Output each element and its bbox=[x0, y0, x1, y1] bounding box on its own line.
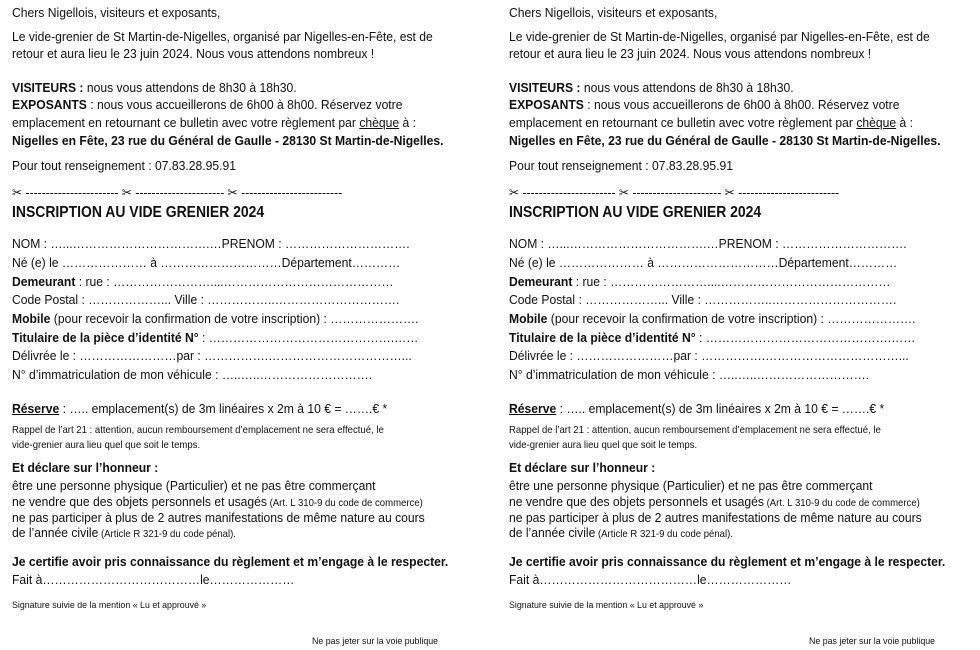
declare-text-4b: (Article R 321-9 du code pénal). bbox=[98, 529, 236, 540]
info-line: Pour tout renseignement : 07.83.28.95.91 bbox=[509, 158, 733, 173]
address-line: Nigelles en Fête, 23 rue du Général de Gaulle - 28130 St Martin-de-Nigelles. bbox=[12, 133, 444, 148]
titulaire-field bbox=[509, 330, 915, 346]
fait-line: Fait à…………………………………le………………… bbox=[12, 572, 295, 587]
declare-text-2a: ne vendre que des objets personnels et usagés bbox=[12, 494, 267, 509]
code-postal-field: Code Postal : ………………... Ville : ……………..…………………………. bbox=[12, 292, 400, 307]
exposants-text-2c: à : bbox=[896, 115, 913, 130]
mobile-field bbox=[12, 311, 419, 327]
reserve-field bbox=[509, 401, 884, 417]
form-title: INSCRIPTION AU VIDE GRENIER 2024 bbox=[509, 204, 762, 221]
visiteurs-label: VISITEURS : bbox=[509, 80, 581, 95]
titulaire-label: Titulaire de la pièce d’identité N° bbox=[12, 330, 199, 345]
visiteurs-text: nous vous attendons de 8h30 à 18h30. bbox=[580, 80, 794, 95]
cut-line: ✂ ----------------------- ✂ ---------------------- ✂ ------------------------- bbox=[12, 185, 343, 200]
demeurant-text: : rue : ……………………....…………………………………… bbox=[572, 274, 891, 289]
declare-text-2a: ne vendre que des objets personnels et usagés bbox=[509, 494, 764, 509]
mobile-label: Mobile bbox=[509, 311, 548, 326]
rappel-line-2: vide-grenier aura lieu quel que soit le temps. bbox=[12, 440, 201, 451]
visiteurs-line bbox=[509, 80, 794, 96]
greeting: Chers Nigellois, visiteurs et exposants, bbox=[12, 5, 221, 20]
exposants-label: EXPOSANTS bbox=[12, 97, 87, 112]
naissance-field: Né (e) le ………………… à …………………………Département………… bbox=[509, 255, 898, 270]
titulaire-field bbox=[12, 330, 418, 346]
greeting: Chers Nigellois, visiteurs et exposants, bbox=[509, 5, 718, 20]
declare-text-2b: (Art. L 310-9 du code de commerce) bbox=[266, 498, 423, 509]
declare-line-4 bbox=[12, 525, 236, 543]
nom-field: NOM : …...…………………………….…PRENOM : …………………………. bbox=[509, 236, 907, 251]
naissance-field: Né (e) le ………………… à …………………………Département………… bbox=[12, 255, 401, 270]
delivree-field: Délivrée le : ……………………par : …………….……………………………... bbox=[12, 348, 412, 363]
exposants-label: EXPOSANTS bbox=[509, 97, 584, 112]
immatriculation-field: N° d’immatriculation de mon véhicule : …..…..………………………. bbox=[509, 367, 870, 382]
declare-text-4a: de l’année civile bbox=[509, 525, 596, 540]
titulaire-text: : ……………………………………….…… bbox=[198, 330, 419, 345]
exposants-text: : nous vous accueillerons de 6h00 à 8h00. Réservez votre bbox=[583, 97, 900, 112]
intro-line-2: retour et aura lieu le 23 juin 2024. Nous vous attendons nombreux ! bbox=[509, 46, 872, 61]
visiteurs-label: VISITEURS : bbox=[12, 80, 84, 95]
certify-line: Je certifie avoir pris connaissance du règlement et m’engage à le respecter. bbox=[12, 554, 449, 569]
intro-line-2: retour et aura lieu le 23 juin 2024. Nous vous attendons nombreux ! bbox=[12, 46, 375, 61]
fait-line: Fait à…………………………………le………………… bbox=[509, 572, 792, 587]
nom-field: NOM : …...…………………………….…PRENOM : …………………………. bbox=[12, 236, 410, 251]
reserve-text: : ….. emplacement(s) de 3m linéaires x 2m à 10 € = …….€ * bbox=[59, 401, 388, 416]
demeurant-label: Demeurant bbox=[509, 274, 573, 289]
reserve-text: : ….. emplacement(s) de 3m linéaires x 2m à 10 € = …….€ * bbox=[556, 401, 885, 416]
declare-text-4a: de l’année civile bbox=[12, 525, 99, 540]
declare-line-3: ne pas participer à plus de 2 autres manifestations de même nature au cours bbox=[12, 510, 425, 525]
address-line: Nigelles en Fête, 23 rue du Général de Gaulle - 28130 St Martin-de-Nigelles. bbox=[509, 133, 941, 148]
certify-line: Je certifie avoir pris connaissance du règlement et m’engage à le respecter. bbox=[509, 554, 946, 569]
declare-line-4 bbox=[509, 525, 733, 543]
exposants-line-2 bbox=[12, 115, 416, 131]
declare-line-3: ne pas participer à plus de 2 autres manifestations de même nature au cours bbox=[509, 510, 922, 525]
reserve-field bbox=[12, 401, 387, 417]
rappel-line-2: vide-grenier aura lieu quel que soit le temps. bbox=[509, 440, 698, 451]
reserve-label: Réserve bbox=[12, 401, 60, 416]
flyer-right bbox=[509, 0, 979, 647]
exposants-text-2a: emplacement en retournant ce bulletin avec votre règlement par bbox=[509, 115, 857, 130]
declare-text-4b: (Article R 321-9 du code pénal). bbox=[595, 529, 733, 540]
demeurant-text: : rue : ……………………....…………………………………… bbox=[75, 274, 394, 289]
mobile-text: (pour recevoir la confirmation de votre inscription) : …………………. bbox=[547, 311, 916, 326]
exposants-text: : nous vous accueillerons de 6h00 à 8h00. Réservez votre bbox=[86, 97, 403, 112]
demeurant-label: Demeurant bbox=[12, 274, 76, 289]
mobile-label: Mobile bbox=[12, 311, 51, 326]
demeurant-field bbox=[12, 274, 394, 290]
cheque-word: chèque bbox=[359, 115, 400, 130]
mobile-field bbox=[509, 311, 916, 327]
mobile-text: (pour recevoir la confirmation de votre inscription) : …………………. bbox=[50, 311, 419, 326]
visiteurs-text: nous vous attendons de 8h30 à 18h30. bbox=[83, 80, 297, 95]
titulaire-text: : ……………………………………….…… bbox=[695, 330, 916, 345]
reserve-label: Réserve bbox=[509, 401, 557, 416]
intro-line-1: Le vide-grenier de St Martin-de-Nigelles, organisé par Nigelles-en-Fête, est de bbox=[509, 29, 930, 44]
cut-line: ✂ ----------------------- ✂ ---------------------- ✂ ------------------------- bbox=[509, 185, 840, 200]
cheque-word: chèque bbox=[856, 115, 897, 130]
declare-line-1: être une personne physique (Particulier) et ne pas être commerçant bbox=[509, 478, 873, 493]
footer-note: Ne pas jeter sur la voie publique bbox=[809, 636, 936, 647]
flyer-left bbox=[12, 0, 482, 647]
demeurant-field bbox=[509, 274, 891, 290]
exposants-text-2a: emplacement en retournant ce bulletin avec votre règlement par bbox=[12, 115, 360, 130]
code-postal-field: Code Postal : ………………... Ville : ……………..…………………………. bbox=[509, 292, 897, 307]
delivree-field: Délivrée le : ……………………par : …………….……………………………... bbox=[509, 348, 909, 363]
declare-text-2b: (Art. L 310-9 du code de commerce) bbox=[763, 498, 920, 509]
info-line: Pour tout renseignement : 07.83.28.95.91 bbox=[12, 158, 236, 173]
declare-line-1: être une personne physique (Particulier) et ne pas être commerçant bbox=[12, 478, 376, 493]
exposants-line bbox=[12, 97, 402, 113]
immatriculation-field: N° d’immatriculation de mon véhicule : …..…..………………………. bbox=[12, 367, 373, 382]
visiteurs-line bbox=[12, 80, 297, 96]
rappel-line-1: Rappel de l’art 21 : attention, aucun remboursement d’emplacement ne sera effectué, le bbox=[12, 425, 384, 436]
signature-note: Signature suivie de la mention « Lu et approuvé » bbox=[509, 600, 704, 611]
form-title: INSCRIPTION AU VIDE GRENIER 2024 bbox=[12, 204, 265, 221]
intro-line-1: Le vide-grenier de St Martin-de-Nigelles, organisé par Nigelles-en-Fête, est de bbox=[12, 29, 433, 44]
titulaire-label: Titulaire de la pièce d’identité N° bbox=[509, 330, 696, 345]
declare-title: Et déclare sur l’honneur : bbox=[12, 460, 159, 475]
rappel-line-1: Rappel de l’art 21 : attention, aucun remboursement d’emplacement ne sera effectué, le bbox=[509, 425, 881, 436]
declare-title: Et déclare sur l’honneur : bbox=[509, 460, 656, 475]
exposants-text-2c: à : bbox=[399, 115, 416, 130]
footer-note: Ne pas jeter sur la voie publique bbox=[312, 636, 439, 647]
signature-note: Signature suivie de la mention « Lu et approuvé » bbox=[12, 600, 207, 611]
exposants-line bbox=[509, 97, 899, 113]
exposants-line-2 bbox=[509, 115, 913, 131]
